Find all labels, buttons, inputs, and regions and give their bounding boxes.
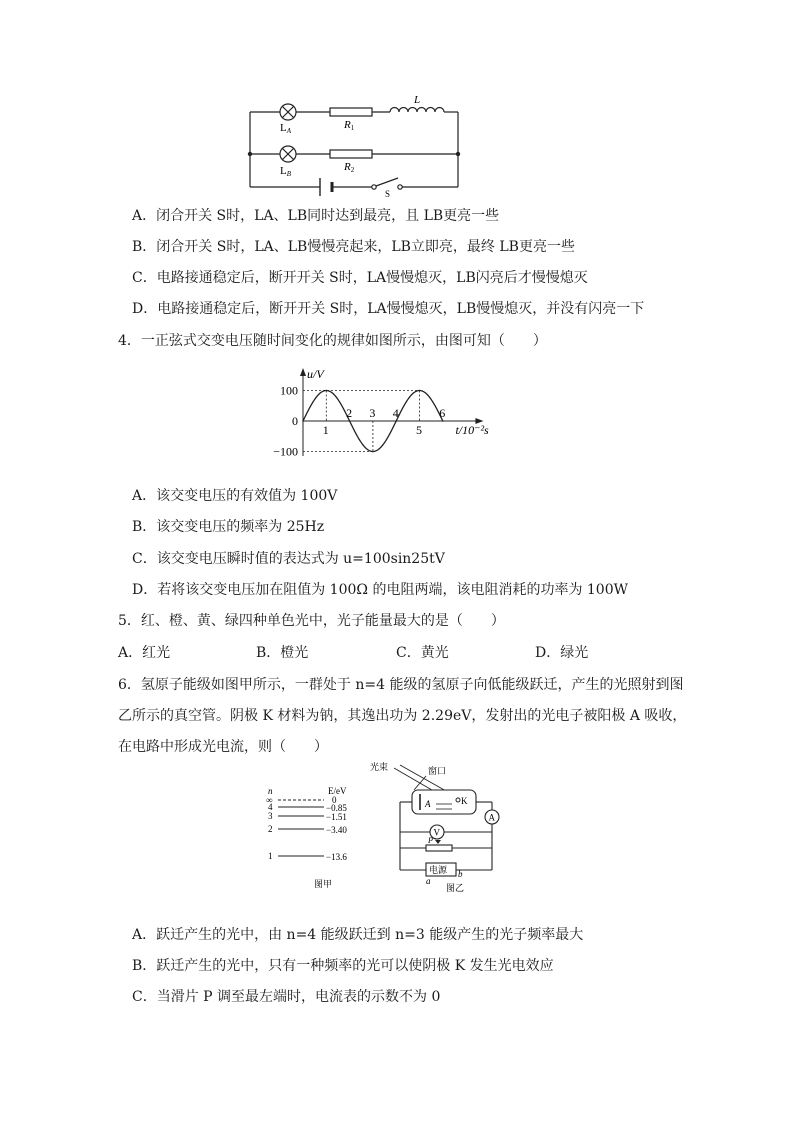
q6-option-c: C．当滑片 P 调至最左端时，电流表的示数不为 0 (132, 989, 441, 1005)
figure-b-caption: 图乙 (446, 883, 465, 892)
inductor-icon (390, 108, 444, 113)
anode-label: A (425, 799, 431, 809)
level-3-e: −1.51 (326, 812, 347, 822)
x-tick-label: 3 (369, 406, 376, 420)
q6-stem-line-1: 6．氢原子能级如图甲所示，一群处于 n=4 能级的氢原子向低能级跃迁，产生的光照射到图 (118, 677, 684, 693)
q4-option-c: C．该交变电压瞬时值的表达式为 u=100sin25tV (132, 551, 445, 567)
q5-option-d: D．绿光 (535, 645, 589, 661)
lamp-b-label: LB (280, 165, 292, 178)
beam-label: 光束 (370, 762, 389, 772)
q4-option-d: D．若将该交变电压加在阻值为 100Ω 的电阻两端，该电阻消耗的功率为 100W (132, 582, 629, 598)
x-tick-label: 5 (416, 423, 422, 437)
q6-option-a: A．跃迁产生的光中，由 n=4 能级跃迁到 n=3 能级产生的光子频率最大 (132, 927, 584, 943)
level-4-n: 4 (268, 802, 273, 812)
lamp-a-label: LA (280, 122, 292, 135)
q4-option-b: B．该交变电压的频率为 25Hz (132, 519, 325, 535)
rheostat (426, 845, 452, 851)
y-tick-label: 0 (292, 414, 298, 428)
window-label: 窗口 (428, 766, 447, 776)
level-inf-n: ∞ (266, 795, 273, 805)
photoelectric-circuit-diagram (370, 760, 506, 892)
level-1-e: −13.6 (326, 852, 347, 862)
level-3-n: 3 (268, 811, 273, 821)
ammeter-label: A (488, 812, 495, 823)
x-tick-label: 2 (346, 406, 353, 420)
y-axis-arrow (300, 368, 306, 376)
q5-stem: 5．红、橙、黄、绿四种单色光中，光子能量最大的是（ ） (118, 613, 505, 629)
q6-stem-line-2: 乙所示的真空管。阴极 K 材料为钠，其逸出功为 2.29eV，发射出的光电子被阳极 A 吸收， (118, 708, 687, 724)
lamp-a-icon (280, 104, 296, 120)
switch-label: S (385, 189, 391, 198)
x-tick-label: 1 (322, 423, 329, 437)
data-point (442, 420, 444, 422)
data-point (419, 390, 421, 392)
energy-level-diagram (262, 785, 372, 891)
q4-option-a: A．该交变电压的有效值为 100V (132, 488, 338, 504)
inductor-label: L (414, 94, 421, 106)
slider-label: P (428, 836, 433, 845)
x-tick-label: 4 (392, 406, 399, 420)
q3-option-c: C．电路接通稳定后，断开开关 S时，LA慢慢熄灭，LB闪亮后才慢慢熄灭 (132, 270, 588, 286)
r1-label: R1 (344, 119, 355, 132)
level-4-e: −0.85 (326, 803, 347, 813)
end-a-label: a (426, 876, 431, 886)
q6-option-b: B．跃迁产生的光中，只有一种频率的光可以使阴极 K 发生光电效应 (132, 958, 554, 974)
q3-option-a: A．闭合开关 S时，LA、LB同时达到最亮，且 LB更亮一些 (132, 208, 500, 224)
figure-a-caption: 图甲 (314, 879, 333, 889)
end-b-label: b (458, 869, 463, 879)
q6-stem-line-3: 在电路中形成光电流，则（ ） (118, 739, 328, 755)
r2-label: R2 (344, 161, 355, 174)
battery-icon (320, 178, 332, 196)
level-inf-e: 0 (332, 795, 337, 805)
resistor-r1 (330, 108, 372, 116)
lamp-b-icon (280, 146, 296, 162)
circuit-diagram (240, 92, 470, 198)
switch-icon (372, 178, 402, 189)
resistor-r2 (330, 150, 372, 158)
cathode-label: K (461, 796, 468, 806)
n-header: n (268, 786, 273, 796)
q5-option-b: B．橙光 (256, 645, 309, 661)
voltmeter-label: V (433, 827, 440, 838)
x-tick-label: 6 (439, 406, 446, 420)
y-tick-label: −100 (273, 444, 298, 459)
e-header: E/eV (328, 786, 347, 796)
data-point (349, 420, 351, 422)
q5-option-c: C．黄光 (396, 645, 449, 661)
data-point (372, 451, 374, 453)
data-point (326, 390, 328, 392)
level-1-n: 1 (268, 851, 273, 861)
q3-option-b: B．闭合开关 S时，LA、LB慢慢亮起来，LB立即亮，最终 LB更亮一些 (132, 239, 575, 255)
q5-option-a: A．红光 (118, 645, 171, 661)
level-2-e: −3.40 (326, 825, 347, 835)
y-axis-label: u/V (307, 367, 324, 381)
data-point (302, 420, 304, 422)
q3-option-d: D．电路接通稳定后，断开开关 S时，LA慢慢熄灭，LB慢慢熄灭，并没有闪亮一下 (132, 301, 645, 317)
level-2-n: 2 (268, 824, 273, 834)
source-label: 电源 (429, 865, 448, 875)
q4-stem: 4．一正弦式交变电压随时间变化的规律如图所示，由图可知（ ） (118, 333, 547, 349)
data-point (395, 420, 397, 422)
x-axis-label: t/10⁻²s (455, 423, 489, 437)
sine-wave-chart (256, 364, 536, 464)
y-tick-label: 100 (280, 383, 298, 398)
